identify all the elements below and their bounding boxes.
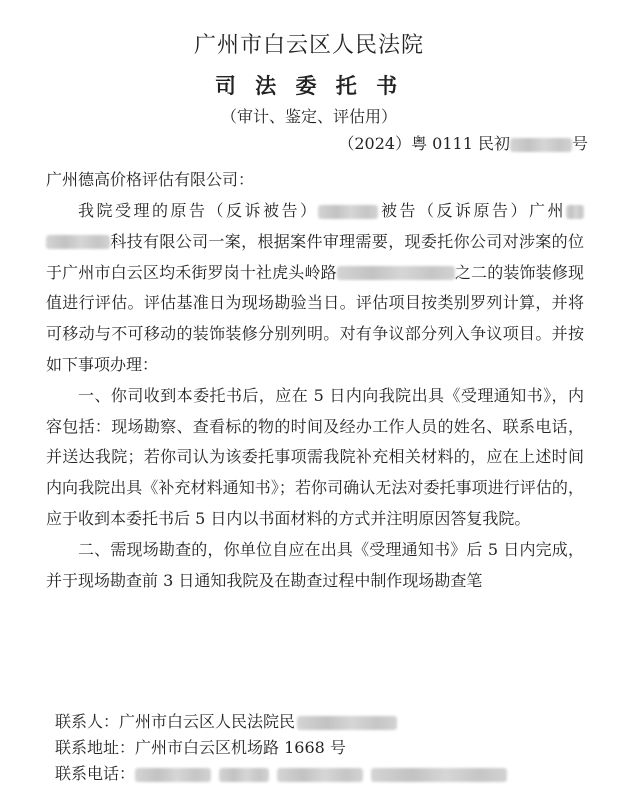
case-number-prefix: （2024）粤 0111 民初 xyxy=(338,134,510,153)
phone-label: 联系电话： xyxy=(55,764,136,783)
document-subtitle: （审计、鉴定、评估用） xyxy=(220,107,397,126)
document-title: 司 法 委 托 书 xyxy=(214,73,404,98)
redacted-contact-name xyxy=(297,716,397,730)
redacted-plaintiff xyxy=(318,205,378,219)
letter-body xyxy=(46,196,584,596)
intro-text-1: 我院受理的原告（反诉被告） xyxy=(78,201,319,220)
contact-label: 联系人： xyxy=(55,712,120,731)
court-name: 广州市白云区人民法院 xyxy=(193,33,424,58)
contact-value: 广州市白云区人民法院民 xyxy=(119,712,296,731)
intro-text-4: 之二的装饰装修现值进行评估。评估基准日为现场勘验当日。评估项目按类别罗列计算，并将可移动与不可移动的装饰装修分别列明。对有争议部分列入争议项目。并按如下事项办理： xyxy=(46,262,584,374)
contact-phone xyxy=(55,761,507,784)
redacted-phone-1 xyxy=(135,768,211,782)
redacted-phone-2 xyxy=(219,768,269,782)
case-number-suffix: 号 xyxy=(571,134,588,153)
addressee: 广州德高价格评估有限公司： xyxy=(46,170,255,189)
contact-address xyxy=(55,735,346,758)
redacted-phone-4 xyxy=(371,768,507,782)
case-number xyxy=(338,131,588,154)
redacted-defendant-1 xyxy=(566,205,584,219)
paragraph-item-2: 二、需现场勘查的，你单位自应在出具《受理通知书》后 5 日内完成，并于现场勘查前 3 日通知我院及在勘查过程中制作现场勘查笔 xyxy=(46,539,584,590)
redacted-defendant-2 xyxy=(46,235,110,249)
redacted-address xyxy=(337,266,455,280)
address-value: 广州市白云区机场路 1668 号 xyxy=(135,738,346,757)
contact-person xyxy=(55,709,397,732)
intro-text-2: 被告（反诉原告）广州 xyxy=(378,201,566,220)
redacted-case-number xyxy=(510,138,572,152)
address-label: 联系地址： xyxy=(55,738,136,757)
paragraph-item-1: 一、你司收到本委托书后，应在 5 日内向我院出具《受理通知书》，内容包括：现场勘察、查看标的物的时间及经办工作人员的姓名、联系电话，并送达我院；若你司认为该委托事项需我院补充相关材料的，应在上述时间内向我院出具《补充材料通知书》；若你司确认无法对委托事项进行评估的，应于收到本委托书后 5 日内以书面材料的方式并注明原因答复我院。 xyxy=(46,385,584,528)
paragraph-intro xyxy=(46,196,584,381)
intro-text-3: 科技有限公司一案，根据案件审理需要，现委托你公司对涉案的位于广州市白云区均禾街罗岗十社虎头岭路 xyxy=(46,231,584,282)
redacted-phone-3 xyxy=(277,768,363,782)
